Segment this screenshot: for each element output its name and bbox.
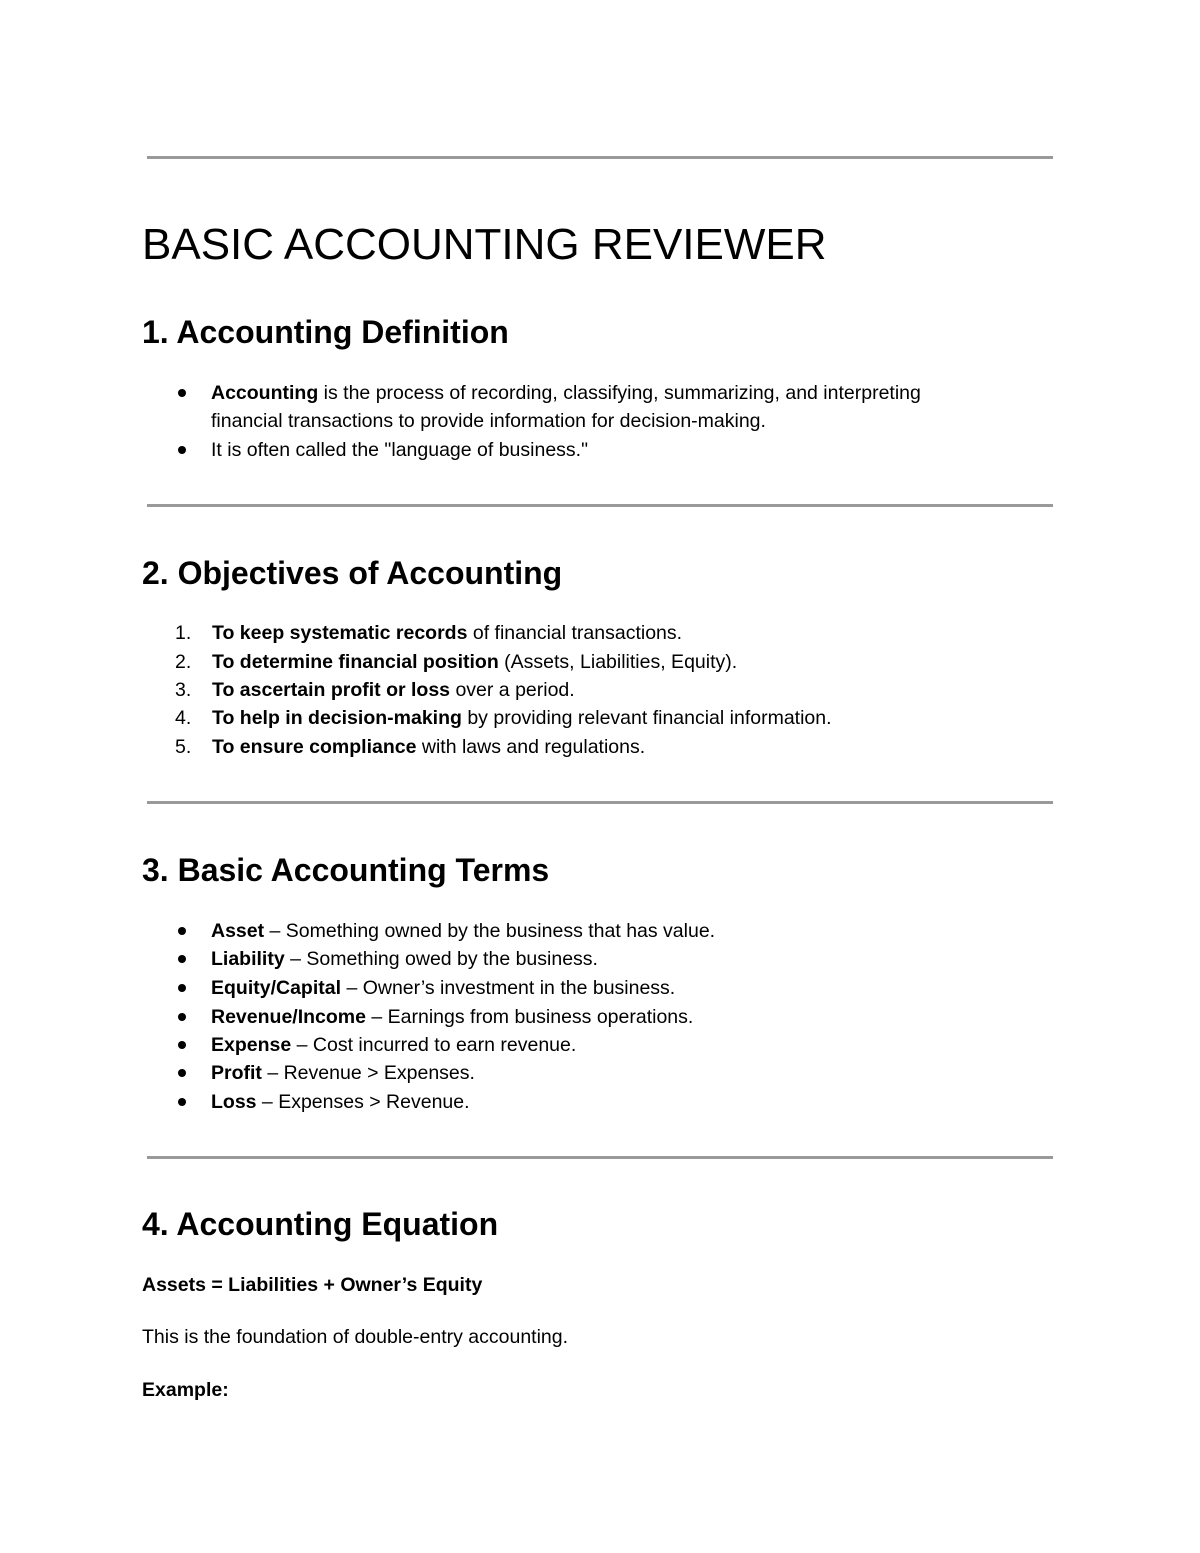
list-number: 2. xyxy=(175,651,192,673)
bullet-icon xyxy=(178,1041,186,1049)
objective-rest: of financial transactions. xyxy=(467,622,683,644)
accounting-equation xyxy=(142,1273,482,1297)
term-item xyxy=(211,947,598,971)
divider xyxy=(147,1156,1053,1159)
definition-line-2: financial transactions to provide information for decision-making. xyxy=(211,410,766,432)
objective-rest: over a period. xyxy=(450,679,575,701)
term-item xyxy=(211,976,675,1000)
term-definition: – Something owned by the business that has value. xyxy=(264,920,716,942)
definition-text: is the process of recording, classifying, summarizing, and interpreting xyxy=(318,382,921,404)
objective-item xyxy=(212,735,645,759)
objective-bold: To ascertain profit or loss xyxy=(212,679,451,701)
term-definition: – Owner’s investment in the business. xyxy=(341,977,676,999)
section-1-heading: 1. Accounting Definition xyxy=(142,314,509,350)
term-accounting: Accounting xyxy=(211,382,319,404)
bullet-icon xyxy=(178,1013,186,1021)
section-2-heading: 2. Objectives of Accounting xyxy=(142,555,563,591)
example-label-text: Example: xyxy=(142,1379,229,1401)
equation-text: Assets = Liabilities + Owner’s Equity xyxy=(142,1274,483,1296)
divider xyxy=(147,504,1053,507)
term-definition: – Something owed by the business. xyxy=(284,948,598,970)
term-definition: – Expenses > Revenue. xyxy=(256,1091,470,1113)
term-bold: Revenue/Income xyxy=(211,1006,366,1028)
objective-bold: To determine financial position xyxy=(212,651,499,673)
bullet-icon xyxy=(178,927,186,935)
objective-rest: with laws and regulations. xyxy=(416,736,646,758)
term-bold: Asset xyxy=(211,920,265,942)
example-label xyxy=(142,1378,229,1402)
term-definition: – Earnings from business operations. xyxy=(365,1006,694,1028)
bullet-icon xyxy=(178,1098,186,1106)
term-item xyxy=(211,1033,576,1057)
foundation-text: This is the foundation of double-entry accounting. xyxy=(142,1326,569,1348)
bullet-icon xyxy=(178,955,186,963)
objective-item xyxy=(212,650,737,674)
bullet-icon xyxy=(178,446,186,454)
objective-rest: (Assets, Liabilities, Equity). xyxy=(498,651,738,673)
term-bold: Liability xyxy=(211,948,285,970)
objective-bold: To ensure compliance xyxy=(212,736,417,758)
objective-bold: To keep systematic records xyxy=(212,622,468,644)
objective-bold: To help in decision-making xyxy=(212,707,462,729)
section-3-heading: 3. Basic Accounting Terms xyxy=(142,852,550,888)
term-bold: Equity/Capital xyxy=(211,977,342,999)
list-number: 5. xyxy=(175,736,192,758)
language-of-business-line: It is often called the "language of business." xyxy=(211,439,589,461)
objective-rest: by providing relevant financial information. xyxy=(461,707,832,729)
document-title: BASIC ACCOUNTING REVIEWER xyxy=(142,220,827,269)
term-item xyxy=(211,1005,693,1029)
bullet-icon xyxy=(178,984,186,992)
definition-line-1 xyxy=(211,381,921,405)
term-bold: Profit xyxy=(211,1062,262,1084)
list-number: 4. xyxy=(175,707,192,729)
term-item xyxy=(211,919,715,943)
list-number: 1. xyxy=(175,622,192,644)
term-definition: – Revenue > Expenses. xyxy=(261,1062,475,1084)
term-bold: Expense xyxy=(211,1034,292,1056)
term-definition: – Cost incurred to earn revenue. xyxy=(291,1034,577,1056)
bullet-icon xyxy=(178,389,186,397)
term-item xyxy=(211,1061,475,1085)
term-bold: Loss xyxy=(211,1091,257,1113)
divider xyxy=(147,156,1053,159)
term-item xyxy=(211,1090,470,1114)
bullet-icon xyxy=(178,1069,186,1077)
objective-item xyxy=(212,678,575,702)
objective-item xyxy=(212,621,682,645)
list-number: 3. xyxy=(175,679,192,701)
objective-item xyxy=(212,706,832,730)
section-4-heading: 4. Accounting Equation xyxy=(142,1206,499,1242)
divider xyxy=(147,801,1053,804)
